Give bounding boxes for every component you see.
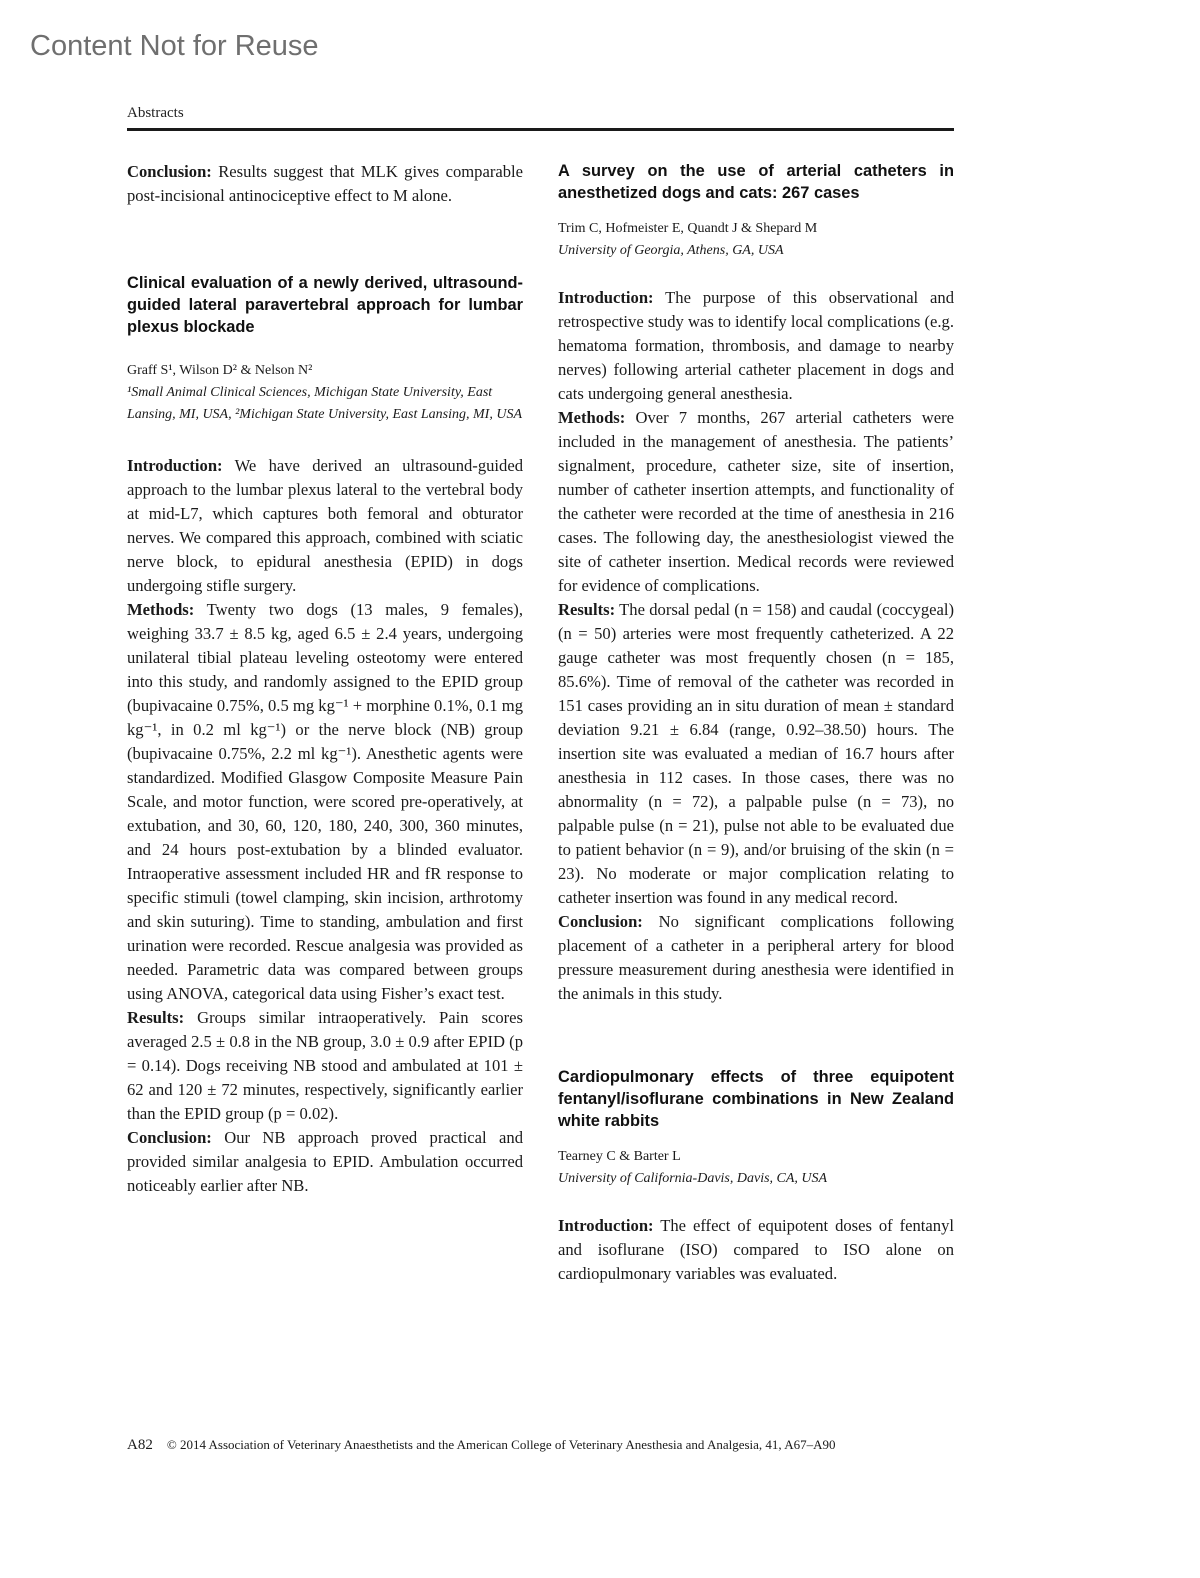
results-text: Groups similar intraoperatively. Pain scores averaged 2.5 ± 0.8 in the NB group, 3.0 ± 0.9 after EPID (p = 0.14). Dogs receiving NB stood and ambulated at 101 ± 62 and 120 ± 72 minutes, respectively, significantly earlier than the EPID group (p = 0.02).	[127, 1008, 523, 1123]
introduction-text: We have derived an ultrasound-guided approach to the lumbar plexus lateral to the vertebral body at mid-L7, which captures both femoral and obturator nerves. We compared this approach, combined with sciatic nerve block, to epidural anesthesia (EPID) in dogs undergoing stifle surgery.	[127, 456, 523, 595]
introduction-text: The purpose of this observational and retrospective study was to identify local complications (e.g. hematoma formation, thrombosis, and damage to nearby nerves) following arterial catheter placement in dogs and cats undergoing general anesthesia.	[558, 288, 954, 403]
left-column	[127, 160, 523, 1198]
article-title: A survey on the use of arterial catheters in anesthetized dogs and cats: 267 cases	[558, 162, 954, 202]
watermark: Content Not for Reuse	[30, 30, 319, 62]
page-footer	[127, 1437, 954, 1454]
introduction-label: Introduction:	[558, 1216, 654, 1235]
prev-abstract-conclusion	[127, 160, 523, 208]
conclusion-label: Conclusion:	[127, 162, 212, 181]
methods-label: Methods:	[127, 600, 195, 619]
methods-label: Methods:	[558, 408, 626, 427]
conclusion-text: No significant complications following placement of a catheter in a peripheral artery for blood pressure measurement during anesthesia were identified in the animals in this study.	[558, 912, 954, 1003]
conclusion-text: Results suggest that MLK gives comparable post-incisional antinociceptive effect to M alone.	[127, 162, 523, 205]
methods-section	[127, 598, 523, 1006]
header-rule	[127, 128, 954, 131]
running-head: Abstracts	[127, 105, 184, 121]
methods-section	[558, 406, 954, 598]
introduction-text: The effect of equipotent doses of fentanyl and isoflurane (ISO) compared to ISO alone on cardiopulmonary variables was evaluated.	[558, 1216, 954, 1283]
article-title: Cardiopulmonary effects of three equipotent fentanyl/isoflurane combinations in New Zealand white rabbits	[558, 1068, 954, 1130]
introduction-section	[558, 1214, 954, 1286]
results-text: The dorsal pedal (n = 158) and caudal (coccygeal) (n = 50) arteries were most frequently catheterized. A 22 gauge catheter was most frequently chosen (n = 185, 85.6%). Time of removal of the catheter was recorded in 151 cases providing an in situ duration of mean ± standard deviation 9.21 ± 6.84 (range, 0.92–38.50) hours. The insertion site was evaluated a median of 16.7 hours after anesthesia in 112 cases. In those cases, there was no abnormality (n = 72), a palpable pulse (n = 73), no palpable pulse (n = 21), pulse not able to be evaluated due to patient behavior (n = 9), and/or bruising of the skin (n = 23). No moderate or major complication relating to catheter insertion was found in any medical record.	[558, 600, 954, 907]
article-authors: Graff S¹, Wilson D² & Nelson N²	[127, 363, 313, 378]
article-authors: Trim C, Hofmeister E, Quandt J & Shepard M	[558, 221, 818, 236]
introduction-label: Introduction:	[127, 456, 223, 475]
results-label: Results:	[558, 600, 616, 619]
article-affiliation: University of California-Davis, Davis, CA, USA	[558, 1171, 828, 1186]
results-section	[127, 1006, 523, 1126]
methods-text: Over 7 months, 267 arterial catheters were included in the management of anesthesia. The patients’ signalment, procedure, catheter size, site of insertion, number of catheter insertion attempts, and functionality of the catheter were recorded at the time of anesthesia in 216 cases. The following day, the anesthesiologist viewed the site of catheter insertion. Medical records were reviewed for evidence of complications.	[558, 408, 954, 595]
methods-text: Twenty two dogs (13 males, 9 females), weighing 33.7 ± 8.5 kg, aged 6.5 ± 2.4 years, undergoing unilateral tibial plateau leveling osteotomy were entered into this study, and randomly assigned to the EPID group (bupivacaine 0.75%, 0.5 mg kg⁻¹ + morphine 0.1%, 0.1 mg kg⁻¹, in 0.2 ml kg⁻¹) or the nerve block (NB) group (bupivacaine 0.75%, 2.2 ml kg⁻¹). Anesthetic agents were standardized. Modified Glasgow Composite Measure Pain Scale, and motor function, were scored pre-operatively, at extubation, and 30, 60, 120, 180, 240, 300, 360 minutes, and 24 hours post-extubation by a blinded evaluator. Intraoperative assessment included HR and fR response to specific stimuli (towel clamping, skin incision, arthrotomy and skin suturing). Time to standing, ambulation and first urination were recorded. Rescue analgesia was provided as needed. Parametric data was compared between groups using ANOVA, categorical data using Fisher’s exact test.	[127, 600, 523, 1003]
results-label: Results:	[127, 1008, 185, 1027]
right-column	[558, 160, 954, 1286]
article-title: Clinical evaluation of a newly derived, ultrasound-guided lateral paravertebral approach for lumbar plexus blockade	[127, 274, 523, 336]
article-affiliation: ¹Small Animal Clinical Sciences, Michigan State University, East Lansing, MI, USA, ²Michigan State University, East Lansing, MI, USA	[127, 385, 523, 422]
introduction-label: Introduction:	[558, 288, 654, 307]
results-section	[558, 598, 954, 910]
conclusion-section	[558, 910, 954, 1006]
copyright-line: © 2014 Association of Veterinary Anaesthetists and the American College of Veterinary Anesthesia and Analgesia, 41, A67–A90	[166, 1437, 836, 1452]
conclusion-text: Our NB approach proved practical and provided similar analgesia to EPID. Ambulation occurred noticeably earlier after NB.	[127, 1128, 523, 1195]
introduction-section	[127, 454, 523, 598]
page-number: A82	[127, 1437, 153, 1453]
conclusion-label: Conclusion:	[127, 1128, 212, 1147]
conclusion-section	[127, 1126, 523, 1198]
conclusion-label: Conclusion:	[558, 912, 643, 931]
article-affiliation: University of Georgia, Athens, GA, USA	[558, 243, 784, 258]
article-authors: Tearney C & Barter L	[558, 1149, 681, 1164]
introduction-section	[558, 286, 954, 406]
